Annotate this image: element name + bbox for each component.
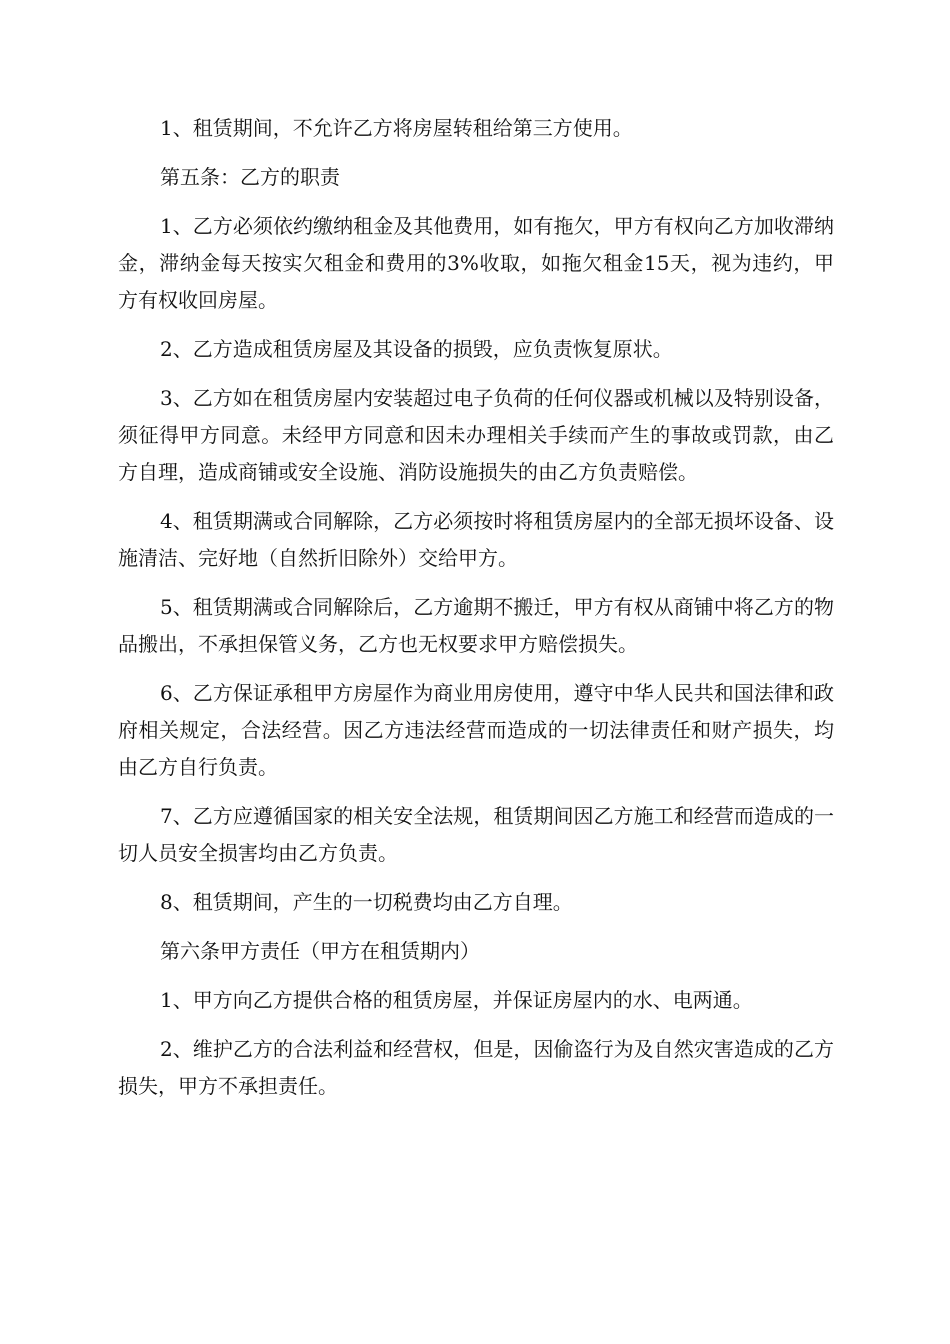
clause-5-item-1: 1、乙方必须依约缴纳租金及其他费用，如有拖欠，甲方有权向乙方加收滞纳金，滞纳金每天按实欠租金和费用的3%收取，如拖欠租金15天，视为违约，甲方有权收回房屋。 (118, 214, 834, 312)
article-6-heading: 第六条甲方责任（甲方在租赁期内） (160, 939, 480, 963)
clause-6-item-1: 1、甲方向乙方提供合格的租赁房屋，并保证房屋内的水、电两通。 (160, 988, 753, 1012)
clause-5-item-2: 2、乙方造成租赁房屋及其设备的损毁，应负责恢复原状。 (160, 337, 673, 361)
clause-5-item-7: 7、乙方应遵循国家的相关安全法规，租赁期间因乙方施工和经营而造成的一切人员安全损害均由乙方负责。 (118, 804, 834, 865)
clause-5-item-4: 4、租赁期满或合同解除，乙方必须按时将租赁房屋内的全部无损坏设备、设施清洁、完好地（自然折旧除外）交给甲方。 (118, 509, 834, 570)
clause-6-item-2: 2、维护乙方的合法利益和经营权，但是，因偷盗行为及自然灾害造成的乙方损失，甲方不承担责任。 (118, 1037, 834, 1098)
clause-5-item-5: 5、租赁期满或合同解除后，乙方逾期不搬迁，甲方有权从商铺中将乙方的物品搬出，不承担保管义务，乙方也无权要求甲方赔偿损失。 (118, 595, 834, 656)
clause-4-item-1: 1、租赁期间，不允许乙方将房屋转租给第三方使用。 (160, 116, 633, 140)
clause-5-item-6: 6、乙方保证承租甲方房屋作为商业用房使用，遵守中华人民共和国法律和政府相关规定，合法经营。因乙方违法经营而造成的一切法律责任和财产损失，均由乙方自行负责。 (118, 681, 834, 779)
document-body (118, 110, 834, 1117)
clause-5-item-3: 3、乙方如在租赁房屋内安装超过电子负荷的任何仪器或机械以及特别设备，须征得甲方同意。未经甲方同意和因未办理相关手续而产生的事故或罚款，由乙方自理，造成商铺或安全设施、消防设施损失的由乙方负责赔偿。 (118, 386, 834, 484)
clause-5-item-8: 8、租赁期间，产生的一切税费均由乙方自理。 (160, 890, 573, 914)
article-5-heading: 第五条：乙方的职责 (160, 165, 340, 189)
